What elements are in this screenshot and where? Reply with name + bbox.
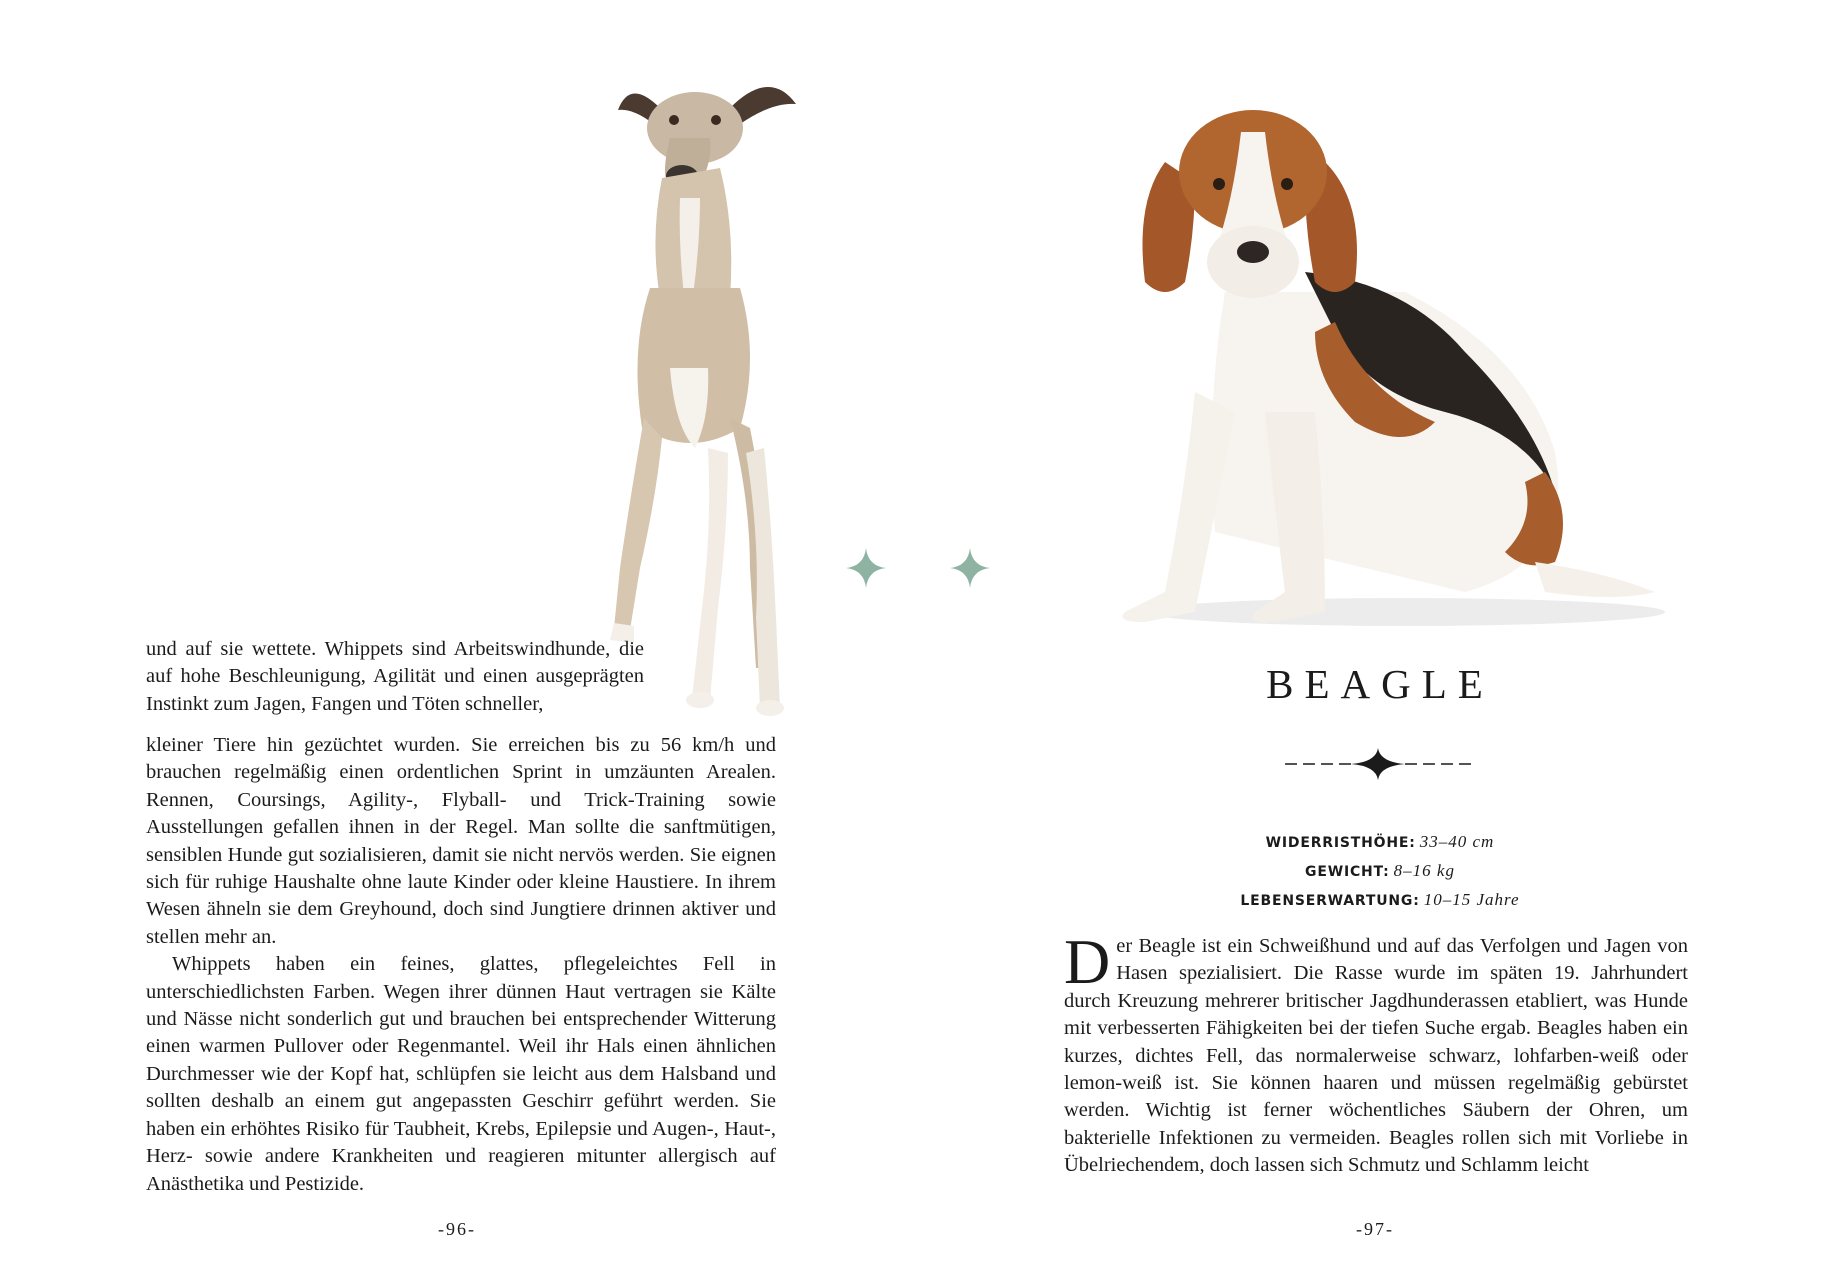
breed-facts <box>1130 828 1630 915</box>
fact-height: WIDERRISTHÖHE: 33–40 cm <box>1265 832 1495 851</box>
fact-lifespan: LEBENSERWARTUNG: 10–15 Jahre <box>1240 890 1520 909</box>
sparkle-ornament-icon <box>846 548 886 588</box>
page-number-right: -97- <box>1356 1219 1394 1239</box>
left-paragraph-1-top: und auf sie wettete. Whippets sind Arbeitswindhunde, die auf hohe Beschleunigung, Agilität und einen ausgeprägten Instinkt zum Jagen, Fangen und Töten schneller, <box>146 638 644 715</box>
drop-cap: D <box>1064 926 1111 997</box>
left-paragraph-2: Whippets haben ein feines, glattes, pflegeleichtes Fell in unterschiedlichsten Farben. Wegen ihrer dünnen Haut vertragen sie Kälte und Nässe nicht sonderlich gut und brauchen bei entsprechender Witterung einen warmen Pullover oder Regenmantel. Weil ihr Hals einen ähnlichen Durchmesser wie der Kopf hat, schlüpfen sie leicht aus dem Halsband und sollten deshalb an einem gut angepassten Geschirr geführt werden. Sie haben ein erhöhtes Risiko für Taubheit, Krebs, Epilepsie und Augen-, Haut-, Herz- sowie andere Krankheiten und reagieren mitunter allergisch auf Anästhetika und Pestizide. <box>146 953 776 1195</box>
left-text-wrap <box>146 636 644 718</box>
left-text-column <box>146 732 776 1198</box>
beagle-photo <box>1105 92 1665 632</box>
page-number-left: -96- <box>438 1219 476 1239</box>
fact-weight: GEWICHT: 8–16 kg <box>1305 861 1455 880</box>
right-text-column <box>1064 926 1688 1180</box>
whippet-photo <box>600 68 830 718</box>
breed-title: BEAGLE <box>1266 661 1494 707</box>
left-paragraph-1-rest: kleiner Tiere hin gezüchtet wurden. Sie erreichen bis zu 56 km/h und brauchen regelmäßig einen ordentlichen Sprint in umzäunten Arealen. Rennen, Coursings, Agility-, Flyball- und Trick-Training sowie Ausstellungen gefallen ihnen in der Regel. Man sollte die sanftmütigen, sensiblen Hunde gut sozialisieren, damit sie nicht nervös werden. Sie eignen sich für ruhige Haushalte ohne laute Kinder oder kleine Haustiere. In ihrem Wesen ähneln sie dem Greyhound, doch sind Jungtiere drinnen aktiver und stellen mehr an. <box>146 734 776 948</box>
right-paragraph-1: Der Beagle ist ein Schweißhund und auf das Verfolgen und Jagen von Hasen spezialisiert. Die Rasse wurde im späten 19. Jahrhundert durch Kreuzung mehrerer britischer Jagdhunderassen etabliert, was Hunde mit verbesserten Fähigkeiten bei der tiefen Suche ergab. Beagles haben ein kurzes, dichtes Fell, das normalerweise schwarz, lohfarben-weiß oder lemon-weiß ist. Sie können haaren und müssen regelmäßig gebürstet werden. Wichtig ist ferner wöchentliches Säubern der Ohren, um bakterielle Infektionen zu vermeiden. Beagles rollen sich mit Vorliebe in Übelriechendem, doch lassen sich Schmutz und Schlamm leicht <box>1064 926 1688 1177</box>
title-divider-ornament-icon <box>1285 748 1471 780</box>
